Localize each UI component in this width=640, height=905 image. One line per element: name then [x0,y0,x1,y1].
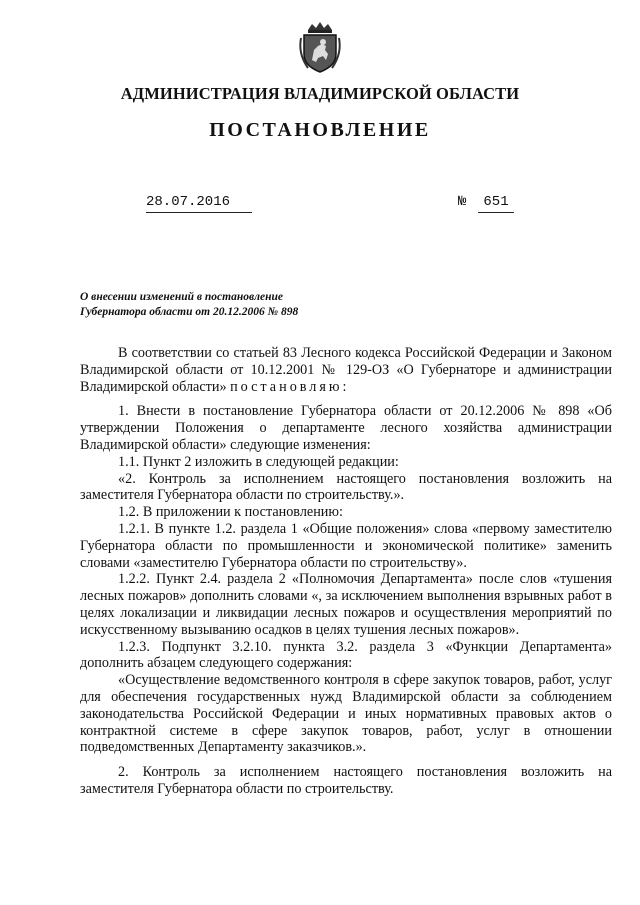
subject-line-1: О внесении изменений в постановление [80,291,284,303]
preamble-paragraph [80,345,612,395]
paragraph-1-2-1: 1.2.1. В пункте 1.2. раздела 1 «Общие положения» слова «первому заместителю Губернатора области по промышленности и экономической политике» заменить словами «заместителю Губернатора области по строительству». [80,520,612,571]
preamble-text: В соответствии со статьей 83 Лесного кодекса Российской Федерации и Законом Владимирской области от 10.12.2001 № 129-ОЗ «О Губернаторе и администрации Владимирской области» [80,345,612,395]
coat-of-arms-icon [298,20,342,74]
paragraph-1-2-3: 1.2.3. Подпункт 3.2.10. пункта 3.2. раздела 3 «Функции Департамента» дополнить абзацем следующего содержания: [80,638,612,672]
paragraph-2: 2. Контроль за исполнением настоящего постановления возложить на заместителя Губернатора области по строительству. [80,764,612,797]
document-subject [80,290,380,320]
subject-line-2: Губернатора области от 20.12.2006 № 898 [80,306,299,318]
document-body [80,345,612,798]
organization-title: АДМИНИСТРАЦИЯ ВЛАДИМИРСКОЙ ОБЛАСТИ [120,84,520,103]
document-number: 651 [478,194,514,213]
decree-word: постановляю: [230,378,350,395]
number-sign: № [458,194,467,210]
paragraph-1: 1. Внести в постановление Губернатора области от 20.12.2006 № 898 «Об утверждении Положения о департаменте лесного хозяйства администрации Владимирской области» следующие изменения: [80,403,612,453]
paragraph-1-1-quote: «2. Контроль за исполнением настоящего постановления возложить на заместителя Губернатора области по строительству.». [80,470,612,504]
paragraph-1-2-3-quote: «Осуществление ведомственного контроля в сфере закупок товаров, работ, услуг для обеспечения государственных нужд Владимирской области за соблюдением законодательства Российской Федерации и иных нормативных правовых актов о контрактной системе в сфере закупок товаров, работ, услуг в отношении подведомственных Департаменту заказчиков.». [80,672,612,756]
paragraph-1-2: 1.2. В приложении к постановлению: [118,504,343,521]
paragraph-1-1: 1.1. Пункт 2 изложить в следующей редакции: [118,453,399,470]
paragraph-1-2-2: 1.2.2. Пункт 2.4. раздела 2 «Полномочия Департамента» после слов «тушения лесных пожаров» дополнить словами «, за исключением выполнения взрывных работ в целях локализации и ликвидации лесных пожаров и осуществления мероприятий по искусственному вызыванию осадков в целях тушения лесных пожаров». [80,571,612,638]
document-date: 28.07.2016 [146,194,252,213]
document-type-title: ПОСТАНОВЛЕНИЕ [209,119,431,141]
